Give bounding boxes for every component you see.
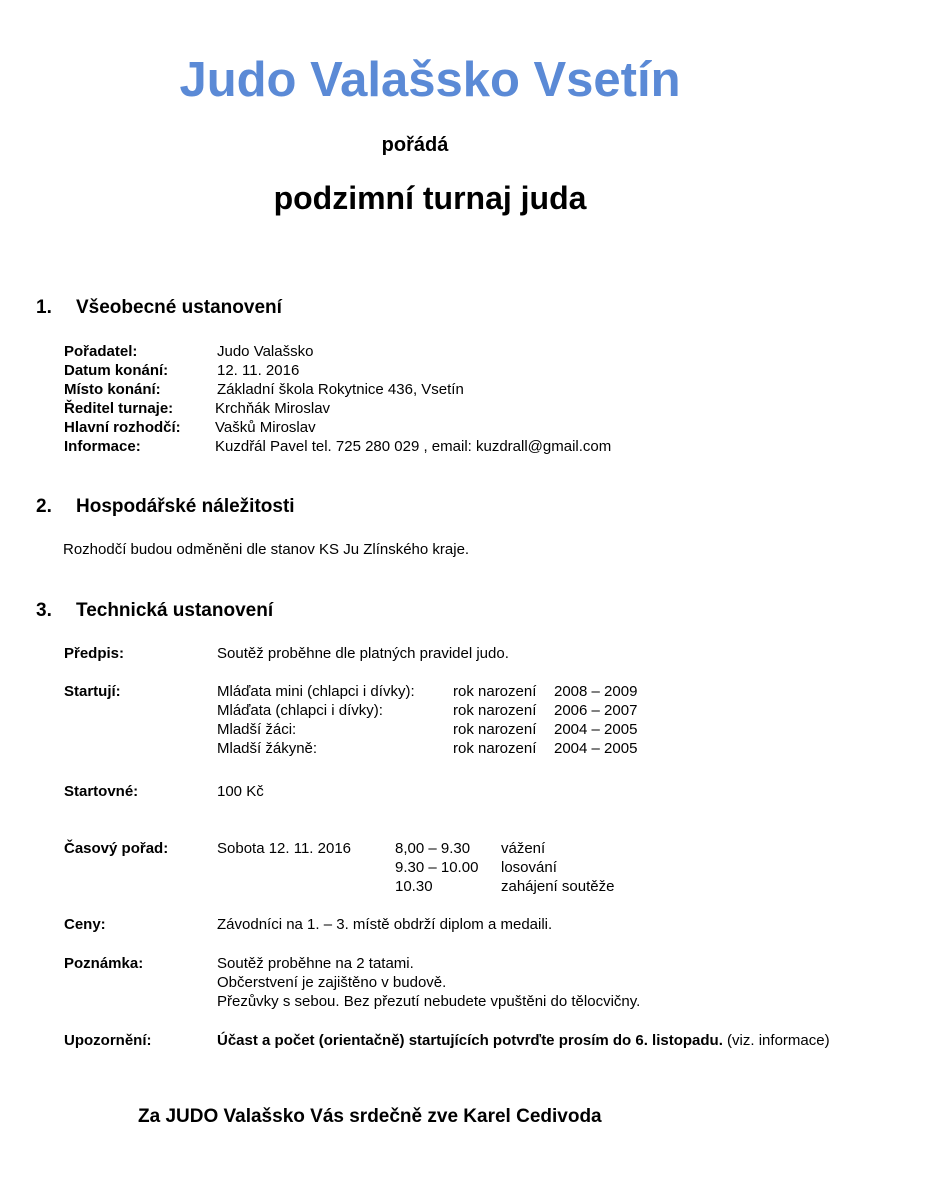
schedule-activity: zahájení soutěže — [501, 878, 615, 895]
schedule-activity: losování — [501, 859, 557, 876]
organizer-value: Judo Valašsko — [217, 343, 314, 360]
category-born-label: rok narození — [453, 702, 537, 719]
section-2-title: Hospodářské náležitosti — [76, 496, 295, 517]
category-name: Mladší žákyně: — [217, 740, 318, 757]
category-years: 2004 – 2005 — [554, 721, 638, 738]
schedule-time: 8,00 – 9.30 — [395, 840, 471, 857]
director-value: Krchňák Miroslav — [215, 400, 331, 417]
category-years: 2004 – 2005 — [554, 740, 638, 757]
venue-label: Místo konání: — [64, 381, 161, 398]
section-1-title: Všeobecné ustanovení — [76, 297, 282, 318]
page-subtitle: pořádá — [381, 134, 449, 156]
section-3-number: 3. — [36, 600, 52, 621]
participants-label: Startují: — [64, 683, 121, 700]
note-line: Přezůvky s sebou. Bez přezutí nebudete vpuštěni do tělocvičny. — [217, 993, 641, 1010]
section-2-number: 2. — [36, 496, 52, 517]
director-label: Ředitel turnaje: — [64, 400, 174, 417]
rules-value: Soutěž proběhne dle platných pravidel judo. — [217, 645, 509, 662]
schedule-time: 10.30 — [395, 878, 433, 895]
entry-fee-value: 100 Kč — [217, 783, 264, 800]
category-name: Mladší žáci: — [217, 721, 297, 738]
rules-label: Předpis: — [64, 645, 125, 662]
referee-label: Hlavní rozhodčí: — [64, 419, 181, 436]
schedule-day: Sobota 12. 11. 2016 — [217, 840, 352, 857]
prizes-label: Ceny: — [64, 916, 106, 933]
category-years: 2008 – 2009 — [554, 683, 638, 700]
referee-value: Vašků Miroslav — [215, 419, 316, 436]
venue-value: Základní škola Rokytnice 436, Vsetín — [217, 381, 464, 398]
section-1-number: 1. — [36, 297, 52, 318]
organizer-label: Pořadatel: — [64, 343, 138, 360]
category-name: Mláďata (chlapci i dívky): — [217, 702, 383, 719]
warning-label: Upozornění: — [64, 1032, 152, 1049]
info-label: Informace: — [64, 438, 141, 455]
date-label: Datum konání: — [64, 362, 169, 379]
event-title: podzimní turnaj juda — [273, 180, 587, 216]
section-3-title: Technická ustanovení — [76, 600, 274, 621]
date-value: 12. 11. 2016 — [217, 362, 300, 379]
warning-bold-text: Účast a počet (orientačně) startujících potvrďte prosím do 6. listopadu. — [217, 1032, 723, 1049]
closing-line: Za JUDO Valašsko Vás srdečně zve Karel Cedivoda — [138, 1106, 602, 1127]
category-born-label: rok narození — [453, 683, 537, 700]
schedule-time: 9.30 – 10.00 — [395, 859, 479, 876]
schedule-activity: vážení — [501, 840, 546, 857]
schedule-label: Časový pořad: — [64, 840, 169, 857]
warning-value — [217, 1032, 830, 1049]
note-label: Poznámka: — [64, 955, 144, 972]
section-2-text: Rozhodčí budou odměněni dle stanov KS Ju Zlínského kraje. — [63, 541, 470, 558]
category-born-label: rok narození — [453, 721, 537, 738]
entry-fee-label: Startovné: — [64, 783, 139, 800]
category-years: 2006 – 2007 — [554, 702, 638, 719]
category-born-label: rok narození — [453, 740, 537, 757]
page-title: Judo Valašsko Vsetín — [179, 53, 681, 107]
note-line: Občerstvení je zajištěno v budově. — [217, 974, 447, 991]
prizes-value: Závodníci na 1. – 3. místě obdrží diplom a medaili. — [217, 916, 553, 933]
note-line: Soutěž proběhne na 2 tatami. — [217, 955, 414, 972]
category-name: Mláďata mini (chlapci i dívky): — [217, 683, 415, 700]
info-value: Kuzdřál Pavel tel. 725 280 029 , email: kuzdrall@gmail.com — [215, 438, 612, 455]
warning-normal-text: (viz. informace) — [722, 1032, 830, 1049]
